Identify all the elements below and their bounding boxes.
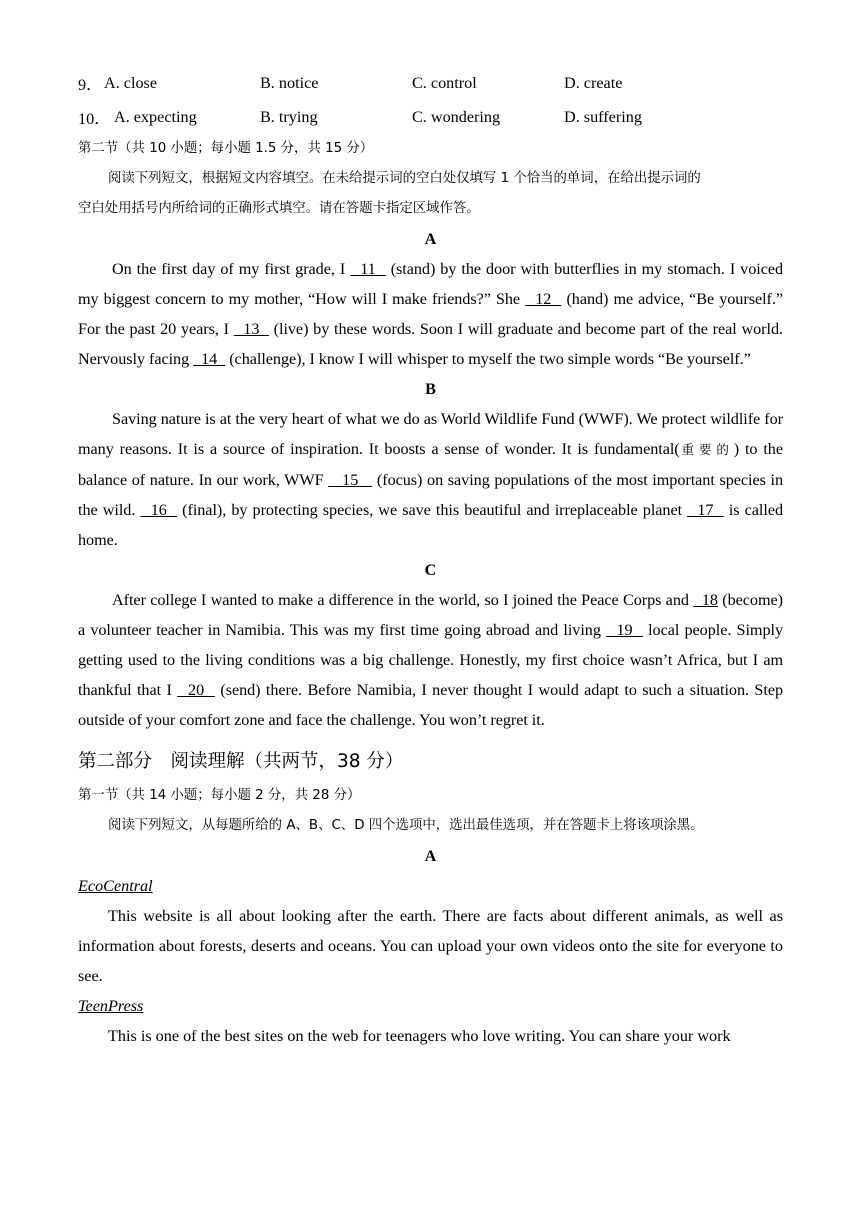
- section2-instruction-line1: 阅读下列短文，根据短文内容填空。在未给提示词的空白处仅填写 1 个恰当的单词，在给出提示词的: [108, 171, 701, 186]
- passage-b-label: B: [425, 380, 436, 398]
- passage-text: (focus) on saving populations of the most important species in the wild.: [78, 471, 784, 519]
- blank-11: 11: [350, 260, 386, 278]
- part2-instruction: 阅读下列短文，从每题所给的 A、B、C、D 四个选项中，选出最佳选项，并在答题卡上将该项涂黑。: [108, 818, 704, 833]
- passage-c-label: C: [424, 561, 437, 579]
- site-description-teenpress: This is one of the best sites on the web for teenagers who love writing. You can share your work: [108, 1027, 731, 1045]
- option-b: B. notice: [260, 73, 319, 92]
- option-c: C. control: [412, 73, 477, 92]
- blank-13: 13: [233, 320, 269, 338]
- passage-text: (final), by protecting species, we save this beautiful and irreplaceable planet: [177, 501, 688, 519]
- option-d: D. create: [564, 73, 623, 92]
- section2-instruction-line2: 空白处用括号内所给词的正确形式填空。请在答题卡指定区域作答。: [78, 201, 480, 216]
- passage-text: (become) a volunteer teacher in Namibia. This was my first time going abroad and living: [78, 591, 783, 639]
- passage-c: [78, 585, 783, 735]
- passage-text: After college I wanted to make a difference in the world, so I joined the Peace Corps and: [112, 591, 694, 609]
- passage-text: On the first day of my first grade, I: [112, 260, 351, 278]
- blank-18: 18: [693, 591, 718, 609]
- gloss: 重要的: [679, 442, 734, 457]
- passage-text: local people. Simply getting used to the living conditions was a big challenge. Honestly, my first choice wasn’t Africa, but I am thankful that I: [78, 621, 784, 699]
- option-a: A. close: [104, 73, 158, 92]
- question-9: [78, 66, 783, 100]
- option-b: B. trying: [260, 107, 318, 126]
- site-name-teenpress: TeenPress: [78, 997, 144, 1015]
- exam-page: [78, 66, 783, 1051]
- blank-17: 17: [687, 501, 724, 519]
- passage-text: (challenge), I know I will whisper to myself the two simple words “Be yourself.”: [225, 350, 751, 368]
- blank-16: 16: [140, 501, 178, 519]
- passage-text: is called home.: [78, 501, 783, 549]
- blank-14: 14: [193, 350, 226, 368]
- reading-a-label: A: [424, 847, 437, 865]
- option-a: A. expecting: [114, 107, 197, 126]
- option-d: D. suffering: [564, 107, 642, 126]
- section2-header: 第二节（共 10 小题；每小题 1.5 分，共 15 分）: [78, 141, 374, 156]
- site-name-ecocentral: EcoCentral: [78, 877, 153, 895]
- question-10: [78, 100, 783, 134]
- passage-text: ) to the balance of nature. In our work, WWF: [78, 440, 783, 489]
- option-c: C. wondering: [412, 107, 501, 126]
- part2-title: 第二部分 阅读理解（共两节，38 分）: [78, 751, 404, 772]
- passage-b: [78, 404, 783, 555]
- blank-15: 15: [328, 471, 373, 489]
- site-description-ecocentral: This website is all about looking after the earth. There are facts about different animals, as well as information about forests, deserts and oceans. You can upload your own videos onto the site for everyone to see.: [78, 907, 783, 985]
- question-number: 9．: [78, 76, 103, 94]
- question-number: 10．: [78, 110, 111, 128]
- passage-a-label: A: [424, 230, 437, 248]
- blank-19: 19: [606, 621, 643, 639]
- passage-a: [78, 254, 783, 374]
- blank-20: 20: [177, 681, 215, 699]
- passage-text: (stand) by the door with butterflies in my stomach. I voiced my biggest concern to my mother, “How will I make friends?” She: [78, 260, 784, 308]
- part2-section1-header: 第一节（共 14 小题；每小题 2 分，共 28 分）: [78, 788, 361, 803]
- passage-text: (hand) me advice, “Be yourself.” For the past 20 years, I: [78, 290, 783, 338]
- passage-text: Saving nature is at the very heart of what we do as World Wildlife Fund (WWF). We protect wildlife for many reasons. It is a source of inspiration. It boosts a sense of wonder. It is fundamental(: [78, 410, 783, 458]
- passage-text: (send) there. Before Namibia, I never thought I would adapt to such a situation. Step outside of your comfort zone and face the challenge. You won’t regret it.: [78, 681, 784, 729]
- blank-12: 12: [525, 290, 562, 308]
- passage-text: (live) by these words. Soon I will graduate and become part of the real world. Nervously facing: [78, 320, 784, 368]
